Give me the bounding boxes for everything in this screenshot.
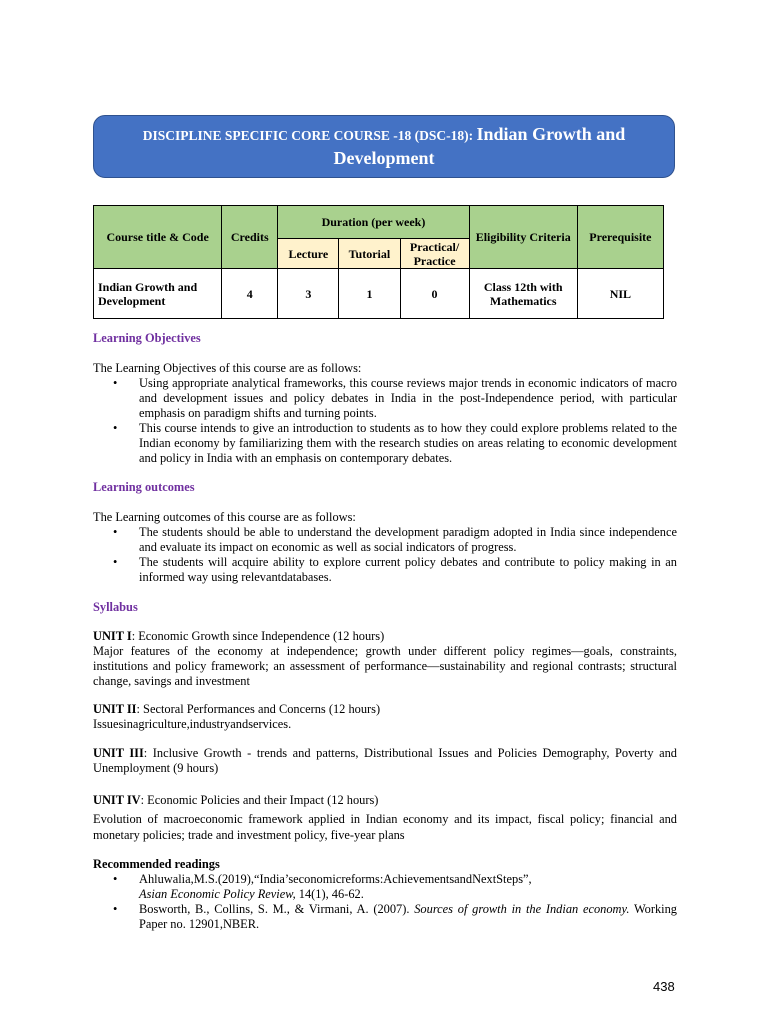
unit-4-body: Evolution of macroeconomic framework applied in Indian economy and its impact, fiscal policy; financial and monetary policies; trade and investment policy, five-year plans [93, 812, 677, 842]
unit-4: UNIT IV: Economic Policies and their Impact (12 hours) [93, 793, 379, 807]
header-eligibility: Eligibility Criteria [469, 206, 577, 269]
cell-lecture: 3 [278, 269, 339, 319]
learning-objectives-intro: The Learning Objectives of this course are as follows: [93, 361, 362, 375]
cell-course-title: Indian Growth and Development [94, 269, 222, 319]
cell-prerequisite: NIL [577, 269, 663, 319]
learning-outcomes-list [110, 525, 677, 585]
cell-practical: 0 [400, 269, 469, 319]
header-duration: Duration (per week) [278, 206, 469, 239]
readings-list [110, 872, 677, 932]
header-lecture: Lecture [278, 239, 339, 269]
unit-3: UNIT III: Inclusive Growth - trends and patterns, Distributional Issues and Policies Demography, Poverty and Unemployment (9 hours) [93, 746, 677, 775]
list-item: • Ahluwalia,M.S.(2019),“India’seconomicreforms:AchievementsandNextSteps”, Asian Economic Policy Review, 14(1), 46-62. [113, 872, 532, 901]
cell-tutorial: 1 [339, 269, 400, 319]
course-title-banner [93, 115, 675, 178]
list-item: • The students will acquire ability to explore current policy debates and contribute to policy making in an informed way using relevantdatabases. [113, 555, 677, 584]
learning-objectives-heading: Learning Objectives [93, 331, 201, 345]
list-item: • This course intends to give an introduction to students as to how they could explore problems related to the Indian economy by familiarizing them with the research studies on areas relating to economic development and policy in India with an emphasis on contemporary debates. [113, 421, 677, 465]
learning-objectives-list [110, 376, 677, 466]
learning-outcomes-intro: The Learning outcomes of this course are as follows: [93, 510, 356, 524]
readings-heading: Recommended readings [93, 857, 220, 871]
unit-1: UNIT I: Economic Growth since Independence (12 hours) Major features of the economy at independence; growth under different policy regimes—goals, constraints, institutions and policy framework; an assessment of performance—sustainability and regional contrasts; structural change, savings and investment [93, 629, 677, 688]
header-tutorial: Tutorial [339, 239, 400, 269]
learning-outcomes-heading: Learning outcomes [93, 480, 195, 494]
list-item: • Bosworth, B., Collins, S. M., & Virmani, A. (2007). Sources of growth in the Indian economy. Working Paper no. 12901,NBER. [113, 902, 678, 931]
course-details-table [93, 205, 664, 319]
syllabus-heading: Syllabus [93, 600, 138, 614]
page-number: 438 [653, 979, 675, 994]
list-item: • Using appropriate analytical frameworks, this course reviews major trends in economic indicators of macro and development issues and policy debates in India in the post-Independence period, with particular emphasis on paradigm shifts and turning points. [113, 376, 677, 420]
header-course-title: Course title & Code [94, 206, 222, 269]
header-credits: Credits [222, 206, 278, 269]
header-prerequisite: Prerequisite [577, 206, 663, 269]
banner-title: Indian Growth and Development [333, 123, 626, 168]
header-practical: Practical/ Practice [400, 239, 469, 269]
cell-credits: 4 [222, 269, 278, 319]
banner-prefix: DISCIPLINE SPECIFIC CORE COURSE -18 (DSC-18): [142, 127, 477, 143]
cell-eligibility: Class 12th with Mathematics [469, 269, 577, 319]
list-item: • The students should be able to understand the development paradigm adopted in India since independence and evaluate its impact on economic as well as social indicators of progress. [113, 525, 677, 554]
unit-2: UNIT II: Sectoral Performances and Concerns (12 hours) Issuesinagriculture,industryandservices. [93, 702, 381, 731]
